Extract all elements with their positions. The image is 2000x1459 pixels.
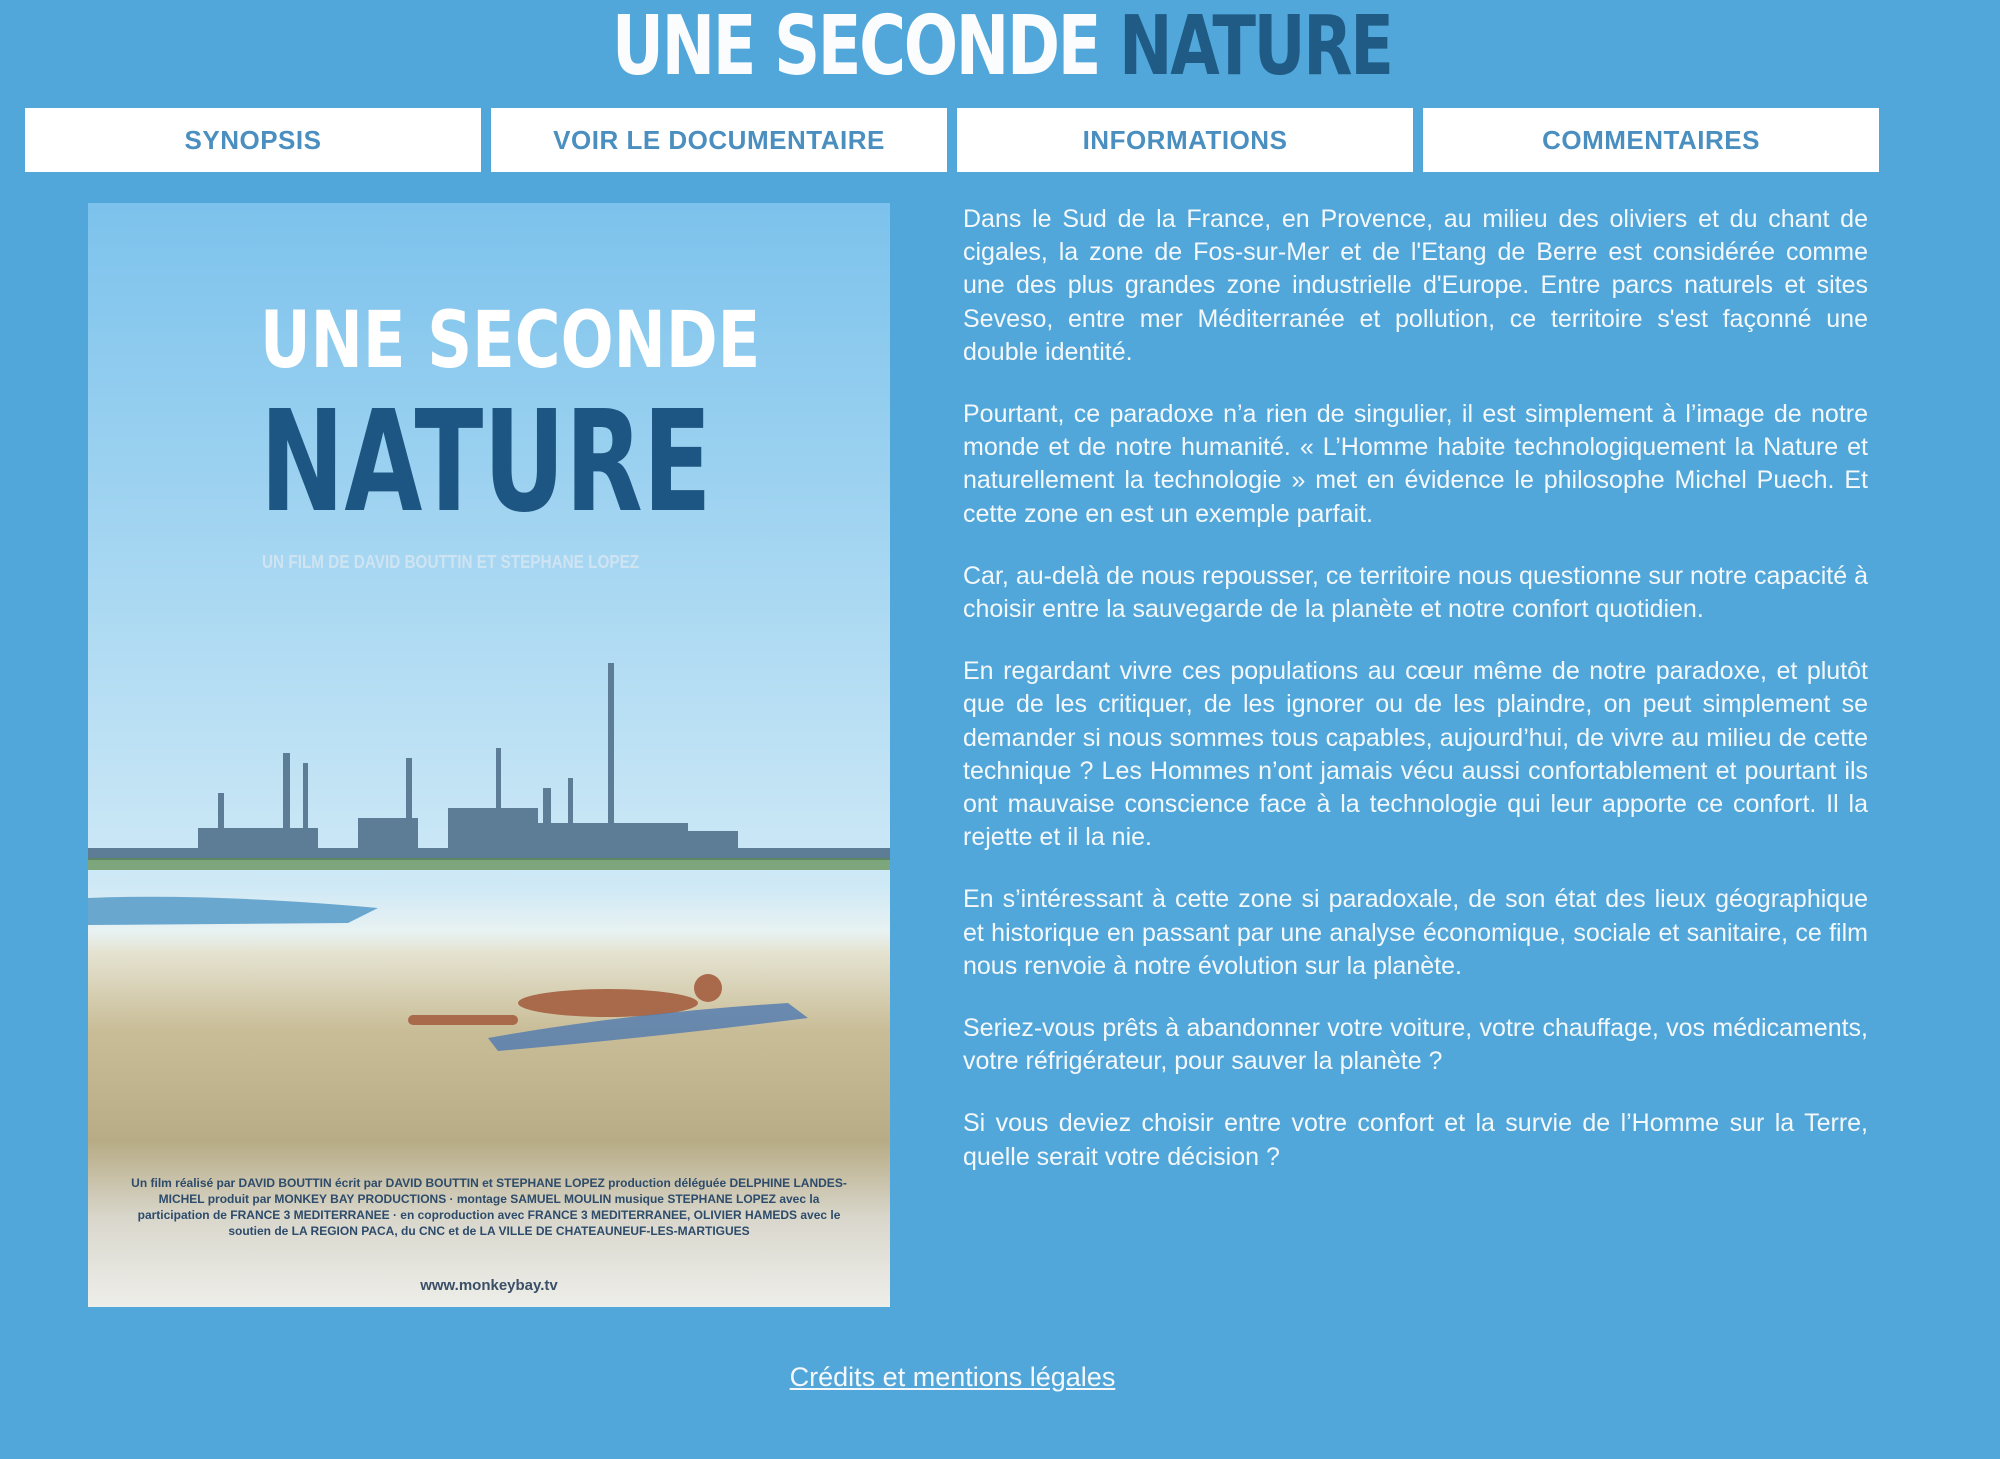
credits-legal-link[interactable]: Crédits et mentions légales xyxy=(789,1362,1116,1392)
site-logo[interactable] xyxy=(612,0,1392,94)
main-nav xyxy=(25,108,1879,172)
synopsis-paragraph: En s’intéressant à cette zone si paradoxale, de son état des lieux géographique et historique en passant par une analyse économique, sociale et sanitaire, ce film nous renvoie à notre évolution sur la planète. xyxy=(963,885,1868,980)
tab-synopsis[interactable]: SYNOPSIS xyxy=(25,108,481,172)
logo-part2: NATURE xyxy=(1119,0,1392,94)
poster-credits: Un film réalisé par DAVID BOUTTIN écrit par DAVID BOUTTIN et STEPHANE LOPEZ production déléguée DELPHINE LANDES-MICHEL produit par MONKEY BAY PRODUCTIONS · montage SAMUEL MOULIN musique STEPHANE LOPEZ avec la participation de FRANCE 3 MEDITERRANEE · en coproduction avec FRANCE 3 MEDITERRANEE, OLIVIER HAMEDS avec le soutien de LA REGION PACA, du CNC et de LA VILLE DE CHATEAUNEUF-LES-MARTIGUES xyxy=(131,1176,847,1238)
poster-title-line1: UNE SECONDE xyxy=(260,296,761,386)
tab-commentaires[interactable]: COMMENTAIRES xyxy=(1423,108,1879,172)
synopsis-paragraph: Car, au-delà de nous repousser, ce territoire nous questionne sur notre capacité à choisir entre la sauvegarde de la planète et notre confort quotidien. xyxy=(963,561,1868,624)
movie-poster xyxy=(88,203,890,1307)
poster-url: www.monkeybay.tv xyxy=(420,1277,558,1294)
synopsis-paragraph: Dans le Sud de la France, en Provence, au milieu des oliviers et du chant de cigales, la zone de Fos-sur-Mer et de l'Etang de Berre est considérée comme une des plus grandes zone industrielle d'Europe. Entre parcs naturels et sites Seveso, entre mer Méditerranée et pollution, ce territoire s'est façonné une double identité. xyxy=(963,205,1868,366)
synopsis-text xyxy=(963,203,1868,1203)
refinery-skyline xyxy=(88,663,890,860)
logo-part1: UNE SECONDE xyxy=(612,0,1100,94)
footer xyxy=(0,1362,1905,1393)
synopsis-paragraph: Si vous deviez choisir entre votre confort et la survie de l’Homme sur la Terre, quelle serait votre décision ? xyxy=(963,1109,1868,1171)
synopsis-paragraph: Seriez-vous prêts à abandonner votre voiture, votre chauffage, vos médicaments, votre réfrigérateur, pour sauver la planète ? xyxy=(963,1014,1868,1076)
poster-title-line2: NATURE xyxy=(260,381,712,544)
synopsis-paragraph: Pourtant, ce paradoxe n’a rien de singulier, il est simplement à l’image de notre monde et de notre humanité. « L’Homme habite technologiquement la Nature et naturellement la technologie » met en évidence le philosophe Michel Puech. Et cette zone en est un exemple parfait. xyxy=(963,400,1868,528)
tab-informations[interactable]: INFORMATIONS xyxy=(957,108,1413,172)
poster-subtitle: UN FILM DE DAVID BOUTTIN ET STEPHANE LOPEZ xyxy=(262,552,640,572)
synopsis-paragraph: En regardant vivre ces populations au cœur même de notre paradoxe, et plutôt que de les critiquer, de les ignorer ou de les plaindre, on peut simplement se demander si nous sommes tous capables, aujourd’hui, de vivre au milieu de cette technique ? Les Hommes n’ont jamais vécu aussi confortablement et pourtant ils ont mauvaise conscience face à la technologie qui leur apporte ce confort. Il la rejette et il la nie. xyxy=(963,657,1868,852)
tab-voir-le-documentaire[interactable]: VOIR LE DOCUMENTAIRE xyxy=(491,108,947,172)
